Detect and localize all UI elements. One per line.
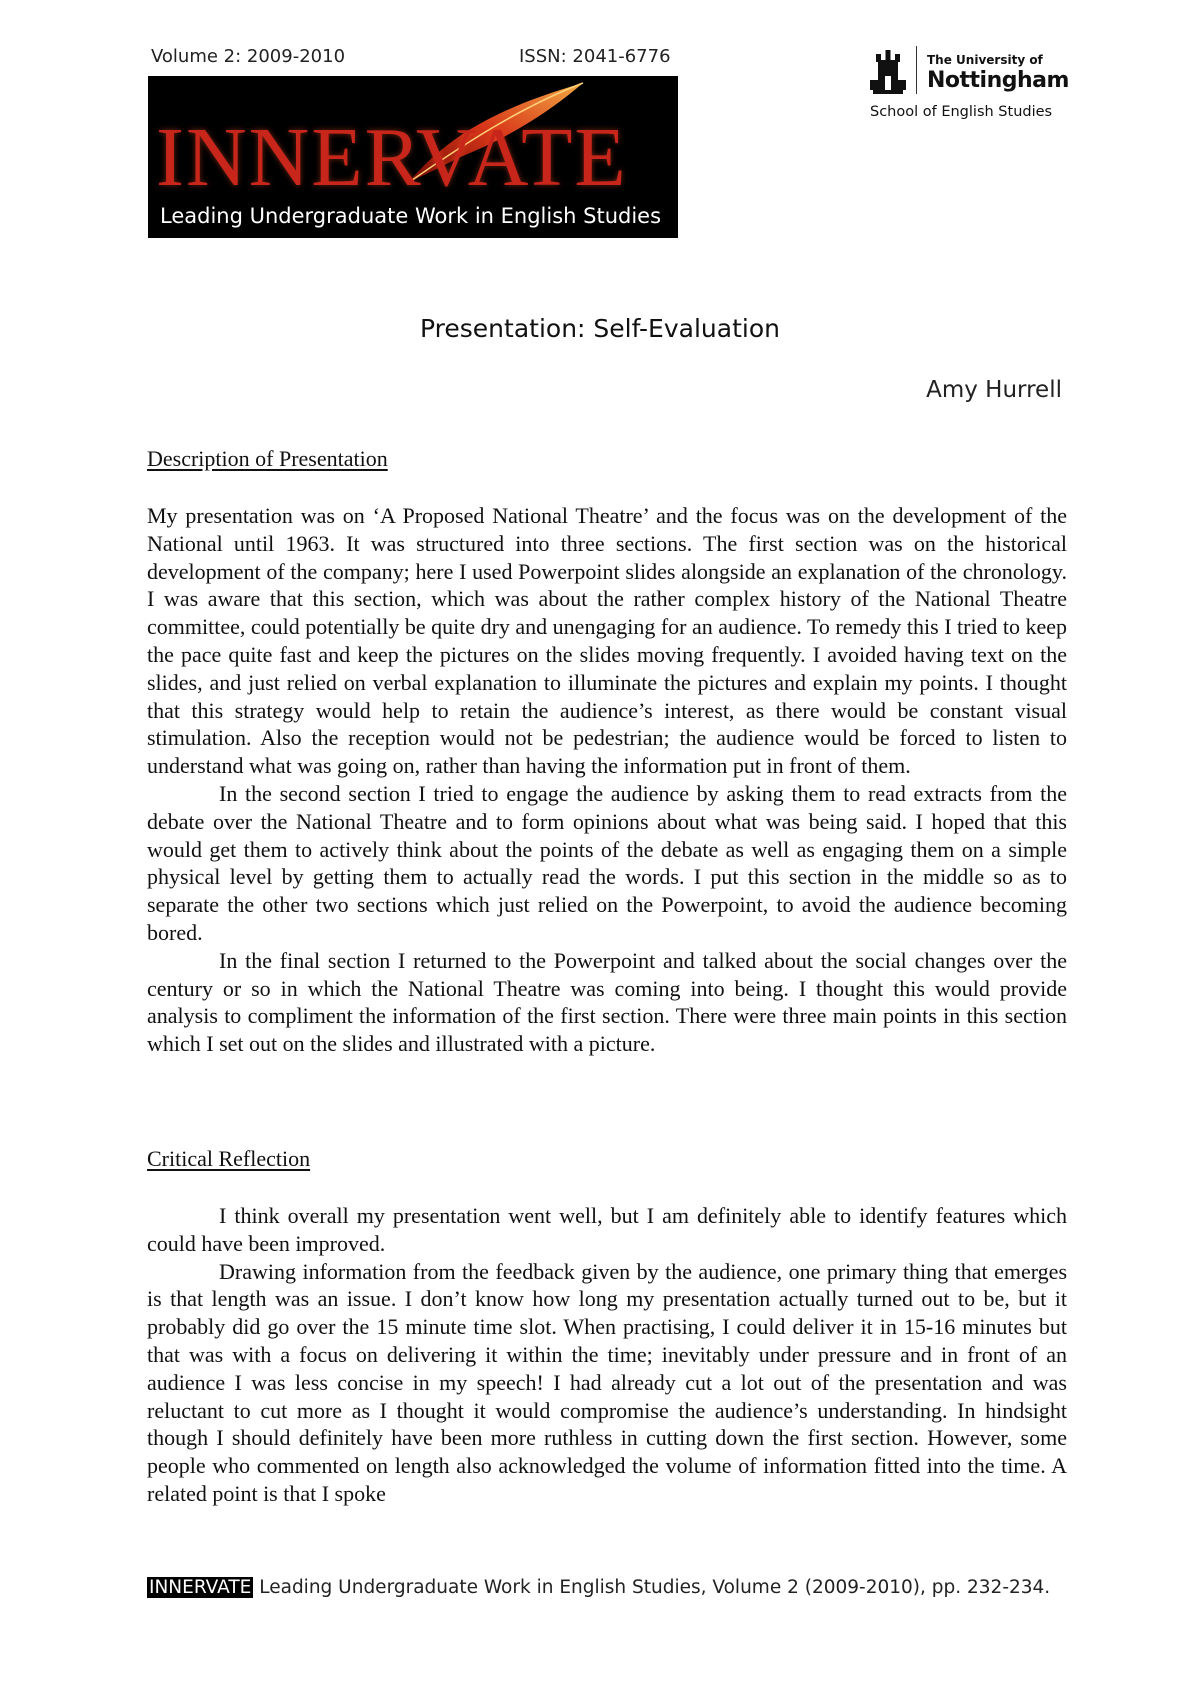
section-heading-description: Description of Presentation	[147, 446, 388, 471]
university-logo	[868, 46, 1068, 126]
page-footer	[147, 1577, 1050, 1598]
section-body-critical-reflection	[147, 1202, 1067, 1508]
paragraph: In the final section I returned to the Powerpoint and talked about the social changes over the century or so in which the National Theatre was coming into being. I thought this would provide analysis to compliment the information of the first section. There were three main points in this section which I set out on the slides and illustrated with a picture.	[147, 947, 1067, 1057]
castle-crest-icon	[870, 50, 906, 96]
footer-journal-badge: INNERVATE	[149, 1577, 252, 1598]
university-name: Nottingham	[927, 68, 1069, 93]
paragraph: I think overall my presentation went well, but I am definitely able to identify features which could have been improved.	[147, 1203, 1067, 1256]
section-heading-critical-reflection: Critical Reflection	[147, 1146, 311, 1171]
logo-divider	[916, 46, 917, 94]
paragraph: Drawing information from the feedback given by the audience, one primary thing that emerges is that length was an issue. I don’t know how long my presentation actually turned out to be, but it probably did go over the 15 minute time slot. When practising, I could deliver it in 15-16 minutes but that was with a focus on delivering it within the time; inevitably under pressure and in front of an audience I was less concise in my speech! I had already cut a lot out of the presentation and was reluctant to cut more as I thought it would compromise the audience’s understanding. In hindsight though I should definitely have been more ruthless in cutting down the first section. However, some people who commented on length also acknowledged the volume of information fitted into the time. A related point is that I spoke	[147, 1258, 1067, 1506]
footer-citation: Leading Undergraduate Work in English Studies, Volume 2 (2009-2010), pp. 232-234.	[253, 1577, 1051, 1598]
paragraph: In the second section I tried to engage the audience by asking them to read extracts from the debate over the National Theatre and to form opinions about what was being said. I hoped that this would get them to actively think about the points of the debate as well as engaging them on a simple physical level by getting them to actually read the words. I put this section in the middle so as to separate the other two sections which just relied on the Powerpoint, to avoid the audience becoming bored.	[147, 780, 1067, 945]
school-name: School of English Studies	[870, 104, 1053, 120]
innervate-banner	[148, 76, 678, 238]
page-title: Presentation: Self-Evaluation	[420, 314, 780, 343]
banner-subtitle: Leading Undergraduate Work in English Studies	[160, 204, 662, 228]
university-line-small: The University of	[927, 53, 1043, 67]
banner-title: INNERVATE	[156, 111, 628, 204]
paragraph: My presentation was on ‘A Proposed National Theatre’ and the focus was on the development of the National until 1963. It was structured into three sections. The first section was on the historical development of the company; here I used Powerpoint slides alongside an explanation of the chronology. I was aware that this section, which was about the rather complex history of the National Theatre committee, could potentially be quite dry and unengaging for an audience. To remedy this I tried to keep the pace quite fast and keep the pictures on the slides moving frequently. I avoided having text on the slides, and just relied on verbal explanation to illuminate the pictures and explain my points. I thought that this strategy would help to retain the audience’s interest, as there would be constant visual stimulation. Also the reception would not be pedestrian; the audience would be forced to listen to understand what was going on, rather than having the information put in front of them.	[147, 503, 1067, 779]
volume-label: Volume 2: 2009-2010	[151, 46, 346, 67]
section-body-description	[147, 502, 1067, 1058]
author-name: Amy Hurrell	[926, 377, 1062, 403]
issn-label: ISSN: 2041-6776	[519, 46, 671, 67]
